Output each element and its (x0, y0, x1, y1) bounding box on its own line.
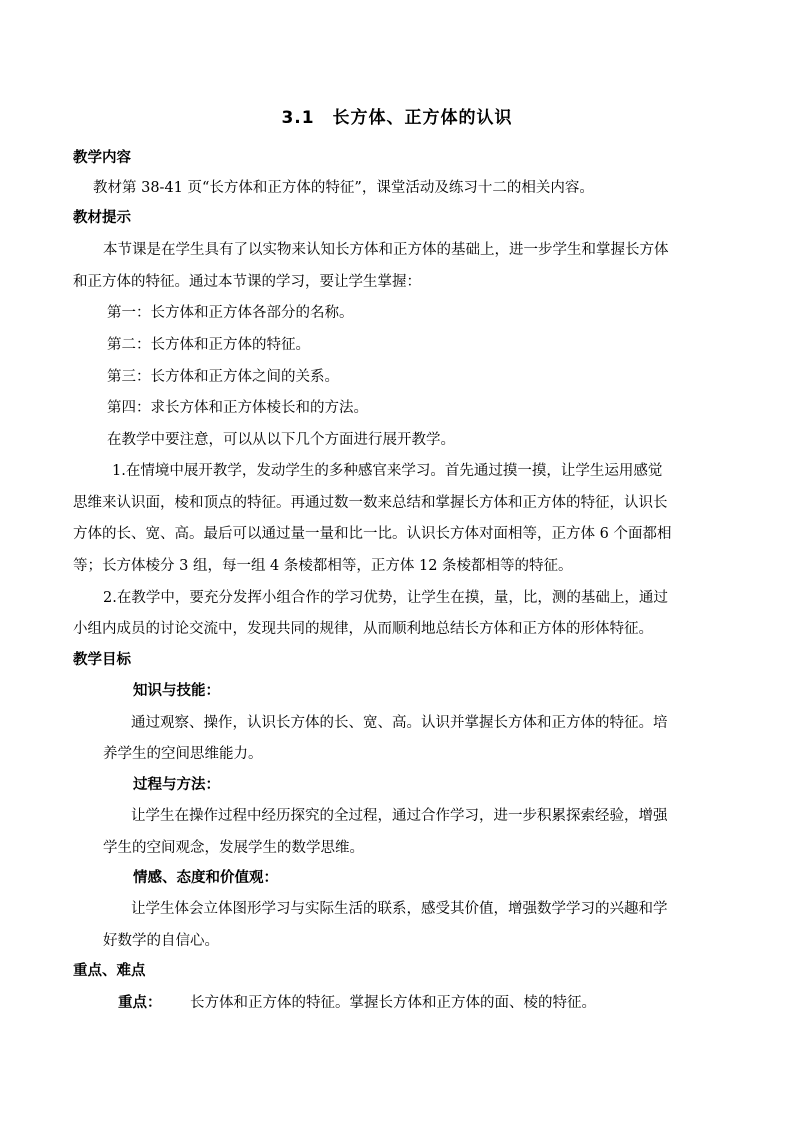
list-item-1: 第一：长方体和正方体各部分的名称。 (107, 305, 354, 321)
subheading-emotion: 情感、态度和价值观： (133, 870, 278, 886)
subheading-knowledge: 知识与技能： (133, 683, 220, 699)
hint-paragraph-line-2: 和正方体的特征。通过本节课的学习，要让学生掌握： (73, 274, 421, 290)
knowledge-line-2: 养学生的空间思维能力。 (103, 746, 263, 762)
page-title: 3.1 长方体、正方体的认识 (281, 108, 513, 128)
paragraph-1-line-4: 等；长方体棱分 3 组，每一组 4 条棱都相等，正方体 12 条棱都相等的特征。 (73, 558, 573, 574)
intro-text: 在教学中要注意，可以从以下几个方面进行展开教学。 (107, 432, 455, 448)
section-heading-key-points: 重点、难点 (73, 963, 146, 979)
paragraph-1-line-2: 思维来认识面，棱和顶点的特征。再通过数一数来总结和掌握长方体和正方体的特征，认识长 (73, 495, 668, 511)
process-line-2: 学生的空间观念，发展学生的数学思维。 (103, 840, 364, 856)
section-heading-content: 教学内容 (73, 150, 131, 166)
list-item-4: 第四：求长方体和正方体棱长和的方法。 (107, 400, 368, 416)
knowledge-line-1: 通过观察、操作，认识长方体的长、宽、高。认识并掌握长方体和正方体的特征。培 (131, 715, 668, 731)
process-line-1: 让学生在操作过程中经历探究的全过程，通过合作学习，进一步积累探索经验，增强 (131, 808, 668, 824)
key-point-text: 长方体和正方体的特征。掌握长方体和正方体的面、棱的特征。 (190, 995, 596, 1011)
paragraph-1-line-1: 1.在情境中展开教学，发动学生的多种感官来学习。首先通过摸一摸，让学生运用感觉 (112, 463, 663, 479)
section-heading-goals: 教学目标 (73, 652, 131, 668)
subheading-process: 过程与方法： (133, 777, 220, 793)
content-text: 教材第 38-41 页“长方体和正方体的特征”，课堂活动及练习十二的相关内容。 (93, 180, 594, 196)
list-item-2: 第二：长方体和正方体的特征。 (107, 337, 310, 353)
emotion-line-2: 好数学的自信心。 (103, 933, 219, 949)
paragraph-1-line-3: 方体的长、宽、高。最后可以通过量一量和比一比。认识长方体对面相等，正方体 6 个面都相 (73, 526, 672, 542)
hint-paragraph-line-1: 本节课是在学生具有了以实物来认知长方体和正方体的基础上，进一步学生和掌握长方体 (103, 242, 669, 258)
paragraph-2-line-2: 小组内成员的讨论交流中，发现共同的规律，从而顺利地总结长方体和正方体的形体特征。 (73, 621, 653, 637)
list-item-3: 第三：长方体和正方体之间的关系。 (107, 369, 339, 385)
emotion-line-1: 让学生体会立体图形学习与实际生活的联系，感受其价值，增强数学学习的兴趣和学 (131, 901, 668, 917)
section-heading-hint: 教材提示 (73, 210, 131, 226)
paragraph-2-line-1: 2.在教学中，要充分发挥小组合作的学习优势，让学生在摸，量，比，测的基础上，通过 (103, 590, 668, 606)
key-point-label: 重点： (118, 995, 162, 1011)
